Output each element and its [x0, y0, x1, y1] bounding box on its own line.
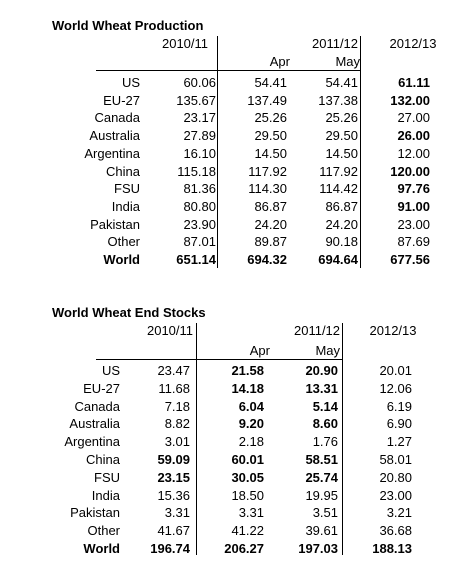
row-value: 23.15: [157, 469, 190, 485]
row-value: 29.50: [254, 128, 287, 144]
row-value: 1.76: [312, 434, 338, 450]
row-label: Australia: [69, 416, 120, 432]
row-value: 12.00: [397, 145, 430, 161]
endstocks-header-2010: 2010/11: [146, 323, 194, 338]
row-value: 132.00: [390, 92, 430, 108]
row-label: US: [101, 363, 120, 378]
row-value: 8.82: [164, 416, 190, 432]
row-value: 8.60: [312, 416, 338, 432]
row-value: 80.80: [183, 198, 216, 214]
row-value: 26.00: [397, 128, 430, 144]
endstocks-header-rule: [96, 359, 342, 360]
row-value: 23.47: [157, 363, 190, 378]
endstocks-divider-2: [342, 323, 343, 555]
row-value: 197.03: [298, 541, 338, 556]
row-label: Canada: [74, 398, 120, 414]
row-value: 27.00: [397, 110, 430, 126]
row-value: 12.06: [379, 380, 412, 396]
row-value: 58.01: [379, 452, 412, 467]
row-value: 694.64: [318, 252, 358, 267]
row-value: 87.69: [397, 234, 430, 250]
endstocks-header-2011: 2011/12: [293, 323, 341, 338]
row-value: 30.05: [231, 469, 264, 485]
row-value: 41.22: [231, 523, 264, 539]
row-value: 19.95: [305, 487, 338, 503]
row-value: 86.87: [254, 198, 287, 214]
row-value: 114.42: [319, 181, 358, 197]
row-value: 18.50: [231, 487, 264, 503]
row-value: 89.87: [254, 234, 287, 250]
row-value: 23.17: [183, 110, 216, 126]
row-label: Other: [107, 234, 140, 250]
production-header-2010: 2010/11: [161, 36, 209, 51]
row-value: 21.58: [231, 363, 264, 378]
row-value: 25.26: [325, 110, 358, 126]
row-value: 54.41: [325, 75, 358, 90]
endstocks-header-2012: 2012/13: [369, 323, 417, 338]
row-value: 651.14: [176, 252, 216, 267]
row-value: 13.31: [305, 380, 338, 396]
row-value: 135.67: [176, 92, 216, 108]
row-label: EU-27: [103, 92, 140, 108]
row-label: Canada: [94, 110, 140, 126]
row-value: 117.92: [248, 163, 287, 179]
row-value: 20.01: [379, 363, 412, 378]
row-value: 115.18: [177, 163, 216, 179]
row-value: 39.61: [305, 523, 338, 539]
row-value: 114.30: [248, 181, 287, 197]
row-value: 3.31: [164, 505, 190, 521]
row-value: 3.31: [238, 505, 264, 521]
row-value: 3.01: [164, 434, 190, 450]
row-value: 1.27: [386, 434, 412, 450]
endstocks-header-may: May: [315, 343, 340, 358]
row-label: China: [86, 452, 120, 467]
row-value: 59.09: [157, 452, 190, 467]
row-label: Pakistan: [70, 505, 120, 521]
row-value: 14.50: [325, 145, 358, 161]
row-value: 3.51: [312, 505, 338, 521]
row-value: 61.11: [398, 75, 430, 90]
row-value: 91.00: [397, 198, 430, 214]
row-value: 137.38: [318, 92, 358, 108]
endstocks-title: World Wheat End Stocks: [52, 305, 206, 320]
row-value: 20.80: [379, 469, 412, 485]
row-label: Argentina: [84, 145, 140, 161]
row-value: 87.01: [183, 234, 216, 250]
production-title: World Wheat Production: [52, 18, 204, 33]
row-label: India: [111, 198, 140, 214]
row-label: China: [106, 163, 140, 179]
row-value: 23.00: [397, 216, 430, 232]
row-value: 23.90: [183, 216, 216, 232]
row-value: 20.90: [305, 363, 338, 378]
row-label: EU-27: [83, 380, 120, 396]
row-label: FSU: [114, 181, 140, 197]
row-label: Pakistan: [90, 216, 140, 232]
row-label: Other: [87, 523, 120, 539]
row-label: US: [121, 75, 140, 90]
row-label: World: [103, 252, 140, 267]
row-value: 81.36: [183, 181, 216, 197]
production-header-2012: 2012/13: [389, 36, 437, 51]
row-value: 137.49: [247, 92, 287, 108]
row-value: 14.50: [254, 145, 287, 161]
row-value: 7.18: [164, 398, 190, 414]
row-value: 14.18: [231, 380, 264, 396]
row-value: 206.27: [224, 541, 264, 556]
row-value: 54.41: [254, 75, 287, 90]
row-label: India: [91, 487, 120, 503]
row-value: 6.90: [386, 416, 412, 432]
row-value: 117.92: [319, 163, 358, 179]
row-value: 3.21: [386, 505, 412, 521]
production-header-2011: 2011/12: [311, 36, 359, 51]
row-value: 60.01: [231, 452, 264, 467]
row-value: 24.20: [325, 216, 358, 232]
row-value: 16.10: [183, 145, 216, 161]
row-value: 694.32: [247, 252, 287, 267]
row-value: 15.36: [157, 487, 190, 503]
row-value: 2.18: [238, 434, 264, 450]
row-value: 23.00: [379, 487, 412, 503]
row-value: 25.74: [305, 469, 338, 485]
row-value: 36.68: [379, 523, 412, 539]
row-value: 6.04: [238, 398, 264, 414]
row-value: 6.19: [386, 398, 412, 414]
row-label: FSU: [94, 469, 120, 485]
row-value: 27.89: [183, 128, 216, 144]
row-value: 9.20: [238, 416, 264, 432]
endstocks-header-apr: Apr: [249, 343, 270, 358]
row-value: 41.67: [157, 523, 190, 539]
row-value: 11.68: [158, 380, 190, 396]
row-label: Argentina: [64, 434, 120, 450]
row-label: Australia: [89, 128, 140, 144]
row-value: 86.87: [325, 198, 358, 214]
row-value: 29.50: [325, 128, 358, 144]
row-value: 58.51: [305, 452, 338, 467]
row-value: 60.06: [183, 75, 216, 90]
row-value: 25.26: [254, 110, 287, 126]
row-label: World: [83, 541, 120, 556]
production-header-may: May: [335, 54, 360, 69]
production-header-apr: Apr: [269, 54, 290, 69]
row-value: 97.76: [397, 181, 430, 197]
row-value: 90.18: [325, 234, 358, 250]
row-value: 677.56: [390, 252, 430, 267]
endstocks-divider-1: [196, 323, 197, 555]
row-value: 196.74: [150, 541, 190, 556]
row-value: 24.20: [254, 216, 287, 232]
row-value: 5.14: [312, 398, 338, 414]
row-value: 188.13: [372, 541, 412, 556]
row-value: 120.00: [390, 163, 430, 179]
